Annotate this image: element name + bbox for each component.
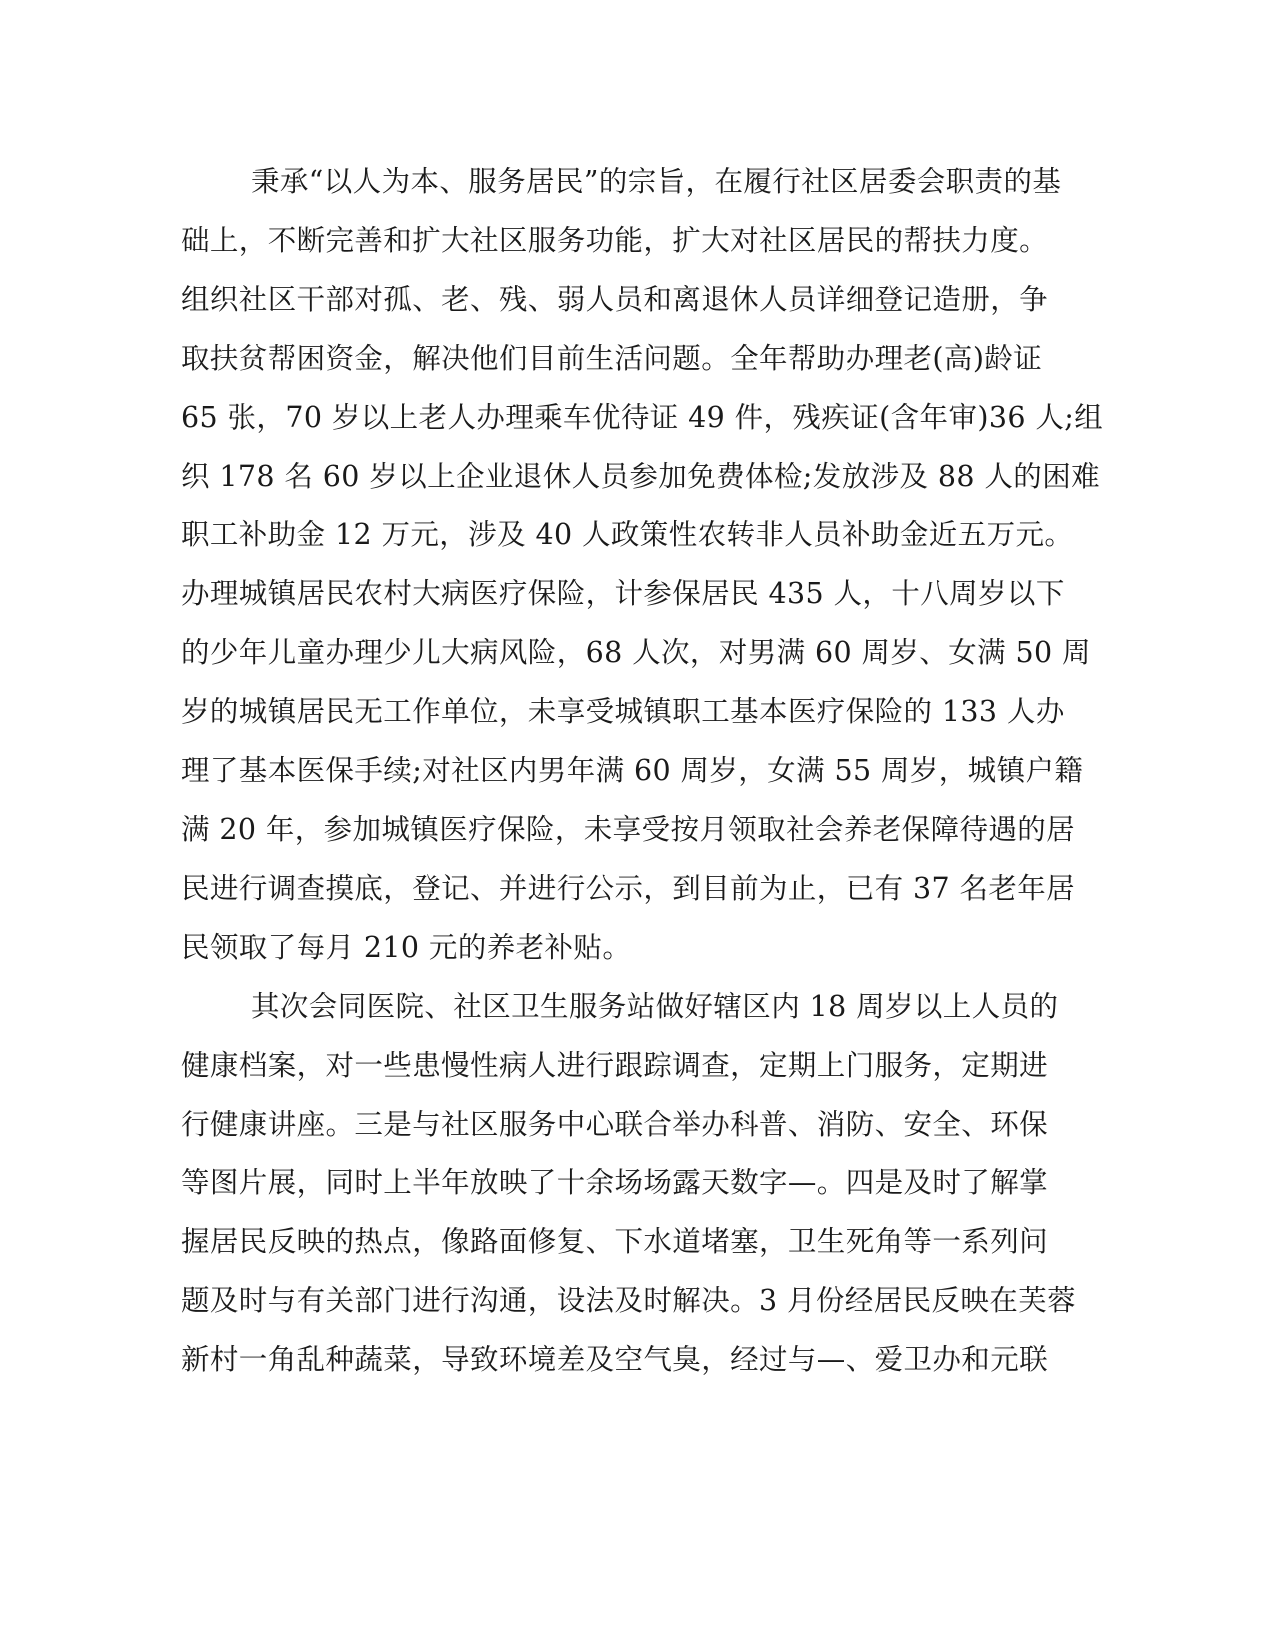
paragraph-line: 题及时与有关部门进行沟通，设法及时解决。3 月份经居民反映在芙蓉: [181, 1284, 1076, 1318]
paragraph-line: 新村一角乱种蔬菜，导致环境差及空气臭，经过与—、爱卫办和元联: [181, 1343, 1049, 1377]
paragraph-line: 岁的城镇居民无工作单位，未享受城镇职工基本医疗保险的 133 人办: [181, 695, 1065, 729]
paragraph-line: 办理城镇居民农村大病医疗保险，计参保居民 435 人，十八周岁以下: [181, 577, 1065, 611]
paragraph-line: 其次会同医院、社区卫生服务站做好辖区内 18 周岁以上人员的: [251, 989, 1059, 1023]
paragraph-line: 秉承“以人为本、服务居民”的宗旨，在履行社区居委会职责的基: [251, 165, 1062, 198]
paragraph-line: 握居民反映的热点，像路面修复、下水道堵塞，卫生死角等一系列问: [181, 1225, 1049, 1259]
paragraph-1: [181, 153, 1104, 978]
paragraph-line: 健康档案，对一些患慢性病人进行跟踪调查，定期上门服务，定期进: [181, 1048, 1049, 1082]
paragraph-line: 民领取了每月 210 元的养老补贴。: [181, 930, 632, 964]
paragraph-line: 民进行调查摸底，登记、并进行公示，到目前为止，已有 37 名老年居: [181, 871, 1076, 905]
paragraph-2: [181, 978, 1076, 1390]
paragraph-line: 理了基本医保手续;对社区内男年满 60 周岁，女满 55 周岁，城镇户籍: [181, 754, 1084, 788]
paragraph-line: 行健康讲座。三是与社区服务中心联合举办科普、消防、安全、环保: [181, 1107, 1049, 1141]
paragraph-line: 的少年儿童办理少儿大病风险，68 人次，对男满 60 周岁、女满 50 周: [181, 636, 1091, 670]
paragraph-line: 取扶贫帮困资金，解决他们目前生活问题。全年帮助办理老(高)龄证: [181, 341, 1043, 375]
paragraph-line: 织 178 名 60 岁以上企业退休人员参加免费体检;发放涉及 88 人的困难: [181, 459, 1100, 493]
paragraph-line: 组织社区干部对孤、老、残、弱人员和离退休人员详细登记造册，争: [181, 282, 1049, 316]
paragraph-line: 职工补助金 12 万元，涉及 40 人政策性农转非人员补助金近五万元。: [181, 518, 1074, 552]
paragraph-line: 础上，不断完善和扩大社区服务功能，扩大对社区居民的帮扶力度。: [181, 223, 1049, 257]
paragraph-line: 65 张，70 岁以上老人办理乘车优待证 49 件，残疾证(含年审)36 人;组: [181, 400, 1104, 434]
document-body: [181, 153, 1104, 1390]
paragraph-line: 等图片展，同时上半年放映了十余场场露天数字—。四是及时了解掌: [181, 1166, 1049, 1200]
paragraph-line: 满 20 年，参加城镇医疗保险，未享受按月领取社会养老保障待遇的居: [181, 812, 1076, 846]
